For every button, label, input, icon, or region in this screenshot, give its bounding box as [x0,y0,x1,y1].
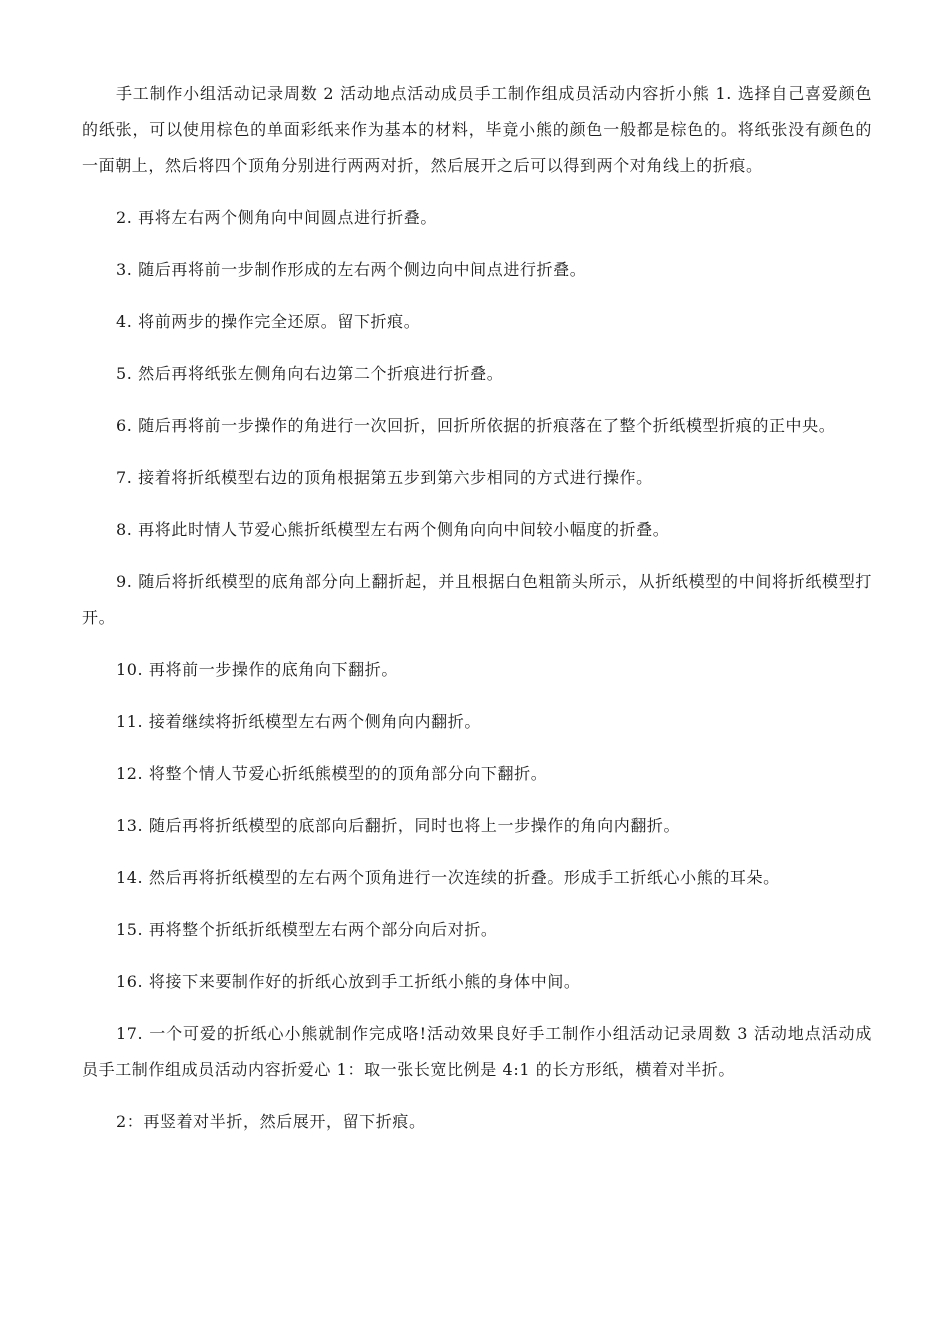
paragraph-step-9: 9. 随后将折纸模型的底角部分向上翻折起，并且根据白色粗箭头所示，从折纸模型的中间将折纸模型打开。 [82,572,872,627]
paragraph-step-4: 4. 将前两步的操作完全还原。留下折痕。 [116,312,421,331]
paragraph-step-16: 16. 将接下来要制作好的折纸心放到手工折纸小熊的身体中间。 [116,972,581,991]
paragraph-step-14: 14. 然后再将折纸模型的左右两个顶角进行一次连续的折叠。形成手工折纸心小熊的耳朵。 [116,868,780,887]
document-page [82,76,872,1156]
paragraph-step-6: 6. 随后再将前一步操作的角进行一次回折，回折所依据的折痕落在了整个折纸模型折痕的正中央。 [116,416,836,435]
paragraph-step-8: 8. 再将此时情人节爱心熊折纸模型左右两个侧角向向中间较小幅度的折叠。 [116,520,670,539]
paragraph-heart-step-2: 2：再竖着对半折，然后展开，留下折痕。 [116,1112,426,1131]
paragraph-step-7: 7. 接着将折纸模型右边的顶角根据第五步到第六步相同的方式进行操作。 [116,468,653,487]
paragraph-step-2: 2. 再将左右两个侧角向中间圆点进行折叠。 [116,208,437,227]
paragraph-step-17: 17. 一个可爱的折纸心小熊就制作完成咯!活动效果良好手工制作小组活动记录周数 3 活动地点活动成员手工制作组成员活动内容折爱心 1：取一张长宽比例是 4:1 的长方形纸，横着对半折。 [82,1024,872,1079]
paragraph-step-11: 11. 接着继续将折纸模型左右两个侧角向内翻折。 [116,712,481,731]
paragraph-step-5: 5. 然后再将纸张左侧角向右边第二个折痕进行折叠。 [116,364,504,383]
paragraph-step-12: 12. 将整个情人节爱心折纸熊模型的的顶角部分向下翻折。 [116,764,548,783]
paragraph-step-3: 3. 随后再将前一步制作形成的左右两个侧边向中间点进行折叠。 [116,260,587,279]
paragraph-intro: 手工制作小组活动记录周数 2 活动地点活动成员手工制作组成员活动内容折小熊 1. 选择自己喜爱颜色的纸张，可以使用棕色的单面彩纸来作为基本的材料，毕竟小熊的颜色一般都是棕色的。将纸张没有颜色的一面朝上，然后将四个顶角分别进行两两对折，然后展开之后可以得到两个对角线上的折痕。 [82,84,872,175]
paragraph-step-13: 13. 随后再将折纸模型的底部向后翻折，同时也将上一步操作的角向内翻折。 [116,816,681,835]
paragraph-step-15: 15. 再将整个折纸折纸模型左右两个部分向后对折。 [116,920,498,939]
paragraph-step-10: 10. 再将前一步操作的底角向下翻折。 [116,660,398,679]
